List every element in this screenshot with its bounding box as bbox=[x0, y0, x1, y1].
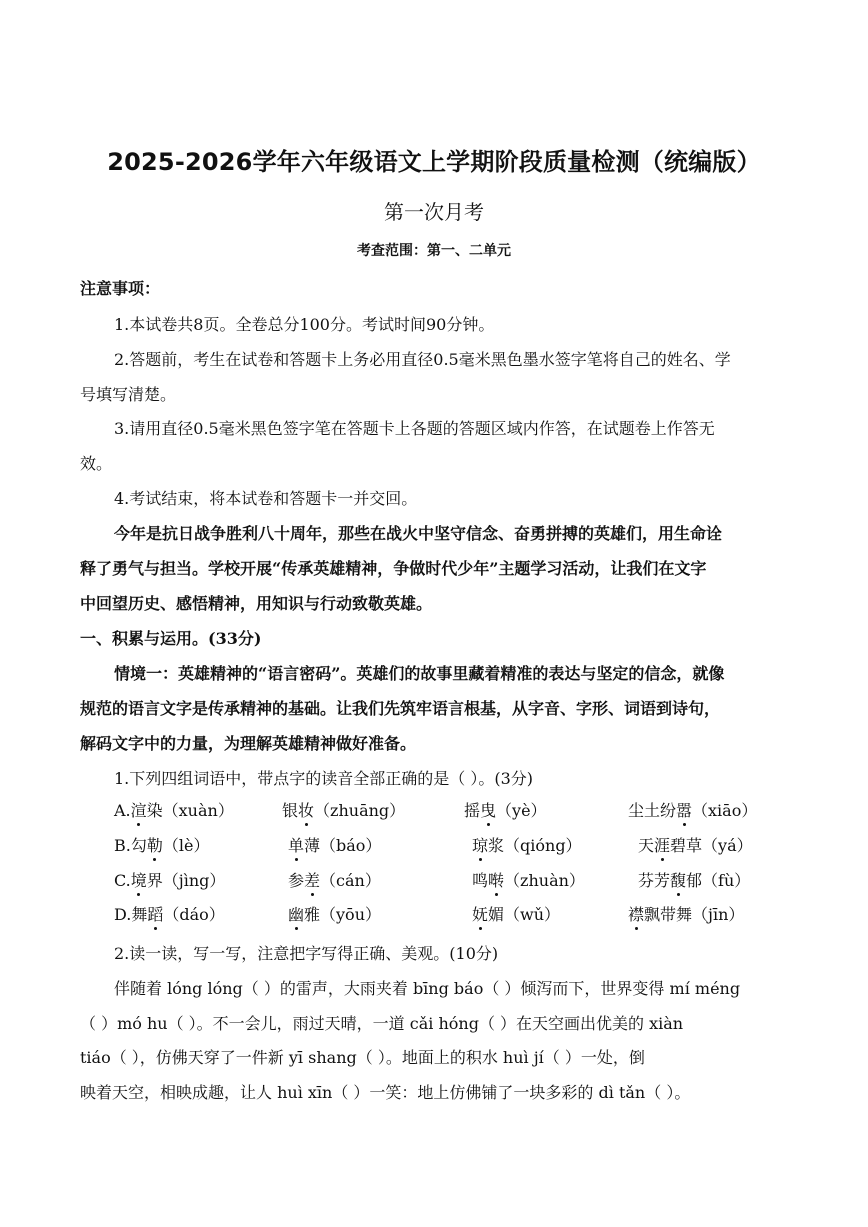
option-word-suffix: 媚（wǔ） bbox=[488, 905, 561, 924]
dotted-character: 妩 bbox=[472, 902, 488, 925]
dotted-character: 襟 bbox=[628, 902, 644, 925]
section-1-heading: 一、积累与运用。(33分) bbox=[80, 629, 262, 648]
option-word-prefix: C. bbox=[114, 871, 131, 890]
dotted-character: 蹈 bbox=[147, 902, 163, 925]
dotted-character: 妆 bbox=[298, 798, 314, 821]
option-a-word-1 bbox=[114, 798, 234, 821]
question-2-line-4: 映着天空，相映成趣，让人 huì xīn（ ）一笑：地上仿佛铺了一块多彩的 dì tǎn（ ）。 bbox=[80, 1083, 691, 1102]
notice-item-1: 1.本试卷共8页。全卷总分100分。考试时间90分钟。 bbox=[114, 315, 495, 334]
dotted-character: 差 bbox=[304, 868, 320, 891]
notice-item-3-line-2: 效。 bbox=[80, 454, 113, 473]
dotted-character: 渲 bbox=[131, 798, 147, 821]
option-word-suffix: （dáo） bbox=[163, 905, 225, 924]
exam-title: 2025-2026学年六年级语文上学期阶段质量检测（统编版） bbox=[107, 148, 761, 176]
dotted-character: 琼 bbox=[472, 833, 488, 856]
option-a-word-3 bbox=[464, 798, 547, 821]
option-c-word-3 bbox=[472, 868, 585, 891]
exam-subtitle: 第一次月考 bbox=[384, 200, 484, 224]
option-word-prefix: B.勾 bbox=[114, 836, 147, 855]
notice-item-3-line-1: 3.请用直径0.5毫米黑色签字笔在答题卡上各题的答题区域内作答，在试题卷上作答无 bbox=[114, 419, 715, 438]
dotted-character: 勒 bbox=[147, 833, 163, 856]
dotted-character: 单 bbox=[288, 833, 304, 856]
option-word-prefix: 参 bbox=[288, 871, 305, 890]
option-b-word-4 bbox=[638, 833, 753, 856]
option-b-word-1 bbox=[114, 833, 209, 856]
question-2-line-1: 伴随着 lóng lóng（ ）的雷声，大雨夹着 bīng báo（ ）倾泻而下，世界变得 mí méng bbox=[114, 979, 741, 998]
dotted-character: 啭 bbox=[488, 868, 504, 891]
exam-scope: 考查范围：第一、二单元 bbox=[357, 243, 511, 259]
option-word-suffix: 薄（báo） bbox=[304, 836, 382, 855]
option-word-suffix: 碧草（yá） bbox=[670, 836, 753, 855]
intro-line-2: 释了勇气与担当。学校开展“传承英雄精神，争做时代少年”主题学习活动，让我们在文字 bbox=[80, 559, 707, 578]
option-b-word-2 bbox=[288, 833, 381, 856]
dotted-character: 幽 bbox=[288, 902, 304, 925]
option-word-suffix: （yè） bbox=[496, 801, 547, 820]
dotted-character: 嚣 bbox=[676, 798, 692, 821]
option-word-prefix: 银 bbox=[282, 801, 299, 820]
option-c-word-2 bbox=[288, 868, 381, 891]
option-word-suffix: （cán） bbox=[320, 871, 381, 890]
notice-item-2-line-1: 2.答题前，考生在试卷和答题卡上务必用直径0.5毫米黑色墨水签字笔将自己的姓名、学 bbox=[114, 350, 731, 369]
option-word-prefix: D.舞 bbox=[114, 905, 148, 924]
option-word-suffix: （zhuāng） bbox=[314, 801, 406, 820]
notice-heading: 注意事项： bbox=[80, 279, 161, 298]
option-word-suffix: （xiāo） bbox=[692, 801, 758, 820]
notice-item-4: 4.考试结束，将本试卷和答题卡一并交回。 bbox=[114, 489, 418, 508]
context-1-line-1: 情境一：英雄精神的“语言密码”。英雄们的故事里藏着精准的表达与坚定的信念，就像 bbox=[114, 664, 725, 683]
question-2-line-3: tiáo（ ），仿佛天穿了一件新 yī shang（ ）。地面上的积水 huì jí（ ）一处，倒 bbox=[80, 1048, 645, 1067]
notice-item-2-line-2: 号填写清楚。 bbox=[80, 385, 177, 404]
intro-line-1: 今年是抗日战争胜利八十周年，那些在战火中坚守信念、奋勇拼搏的英雄们，用生命诠 bbox=[114, 524, 723, 543]
dotted-character: 曳 bbox=[480, 798, 496, 821]
option-word-suffix: 浆（qióng） bbox=[488, 836, 582, 855]
option-d-word-2 bbox=[288, 902, 381, 925]
option-d-word-3 bbox=[472, 902, 560, 925]
option-d-word-1 bbox=[114, 902, 225, 925]
option-word-prefix: 尘土纷 bbox=[628, 801, 677, 820]
question-2-line-2: （ ）mó hu（ ）。不一会儿，雨过天晴，一道 cǎi hóng（ ）在天空画出优美的 xiàn bbox=[80, 1014, 684, 1033]
option-word-suffix: （zhuàn） bbox=[504, 871, 585, 890]
dotted-character: 涯 bbox=[654, 833, 670, 856]
intro-line-3: 中回望历史、感悟精神，用知识与行动致敬英雄。 bbox=[80, 594, 433, 613]
option-word-prefix: 摇 bbox=[464, 801, 481, 820]
option-word-suffix: 雅（yōu） bbox=[304, 905, 381, 924]
question-2-stem: 2.读一读，写一写，注意把字写得正确、美观。(10分) bbox=[114, 944, 499, 963]
option-word-prefix: A. bbox=[114, 801, 131, 820]
option-word-prefix: 芬芳 bbox=[638, 871, 671, 890]
option-word-suffix: 染（xuàn） bbox=[146, 801, 234, 820]
context-1-line-3: 解码文字中的力量，为理解英雄精神做好准备。 bbox=[80, 734, 417, 753]
option-word-suffix: （lè） bbox=[162, 836, 210, 855]
option-c-word-1 bbox=[114, 868, 225, 891]
option-word-suffix: 郁（fù） bbox=[686, 871, 751, 890]
option-word-suffix: 界（jìng） bbox=[146, 871, 226, 890]
context-1-line-2: 规范的语言文字是传承精神的基础。让我们先筑牢语言根基，从字音、字形、词语到诗句， bbox=[80, 699, 721, 718]
dotted-character: 境 bbox=[131, 868, 147, 891]
option-word-prefix: 鸣 bbox=[472, 871, 489, 890]
option-word-prefix: 天 bbox=[638, 836, 655, 855]
option-b-word-3 bbox=[472, 833, 582, 856]
option-word-suffix: 飘带舞（jīn） bbox=[644, 905, 745, 924]
option-c-word-4 bbox=[638, 868, 750, 891]
option-a-word-2 bbox=[282, 798, 405, 821]
option-a-word-4 bbox=[628, 798, 757, 821]
dotted-character: 馥 bbox=[670, 868, 686, 891]
question-1-stem: 1.下列四组词语中，带点字的读音全部正确的是（ ）。(3分) bbox=[114, 769, 534, 788]
option-d-word-4 bbox=[628, 902, 744, 925]
